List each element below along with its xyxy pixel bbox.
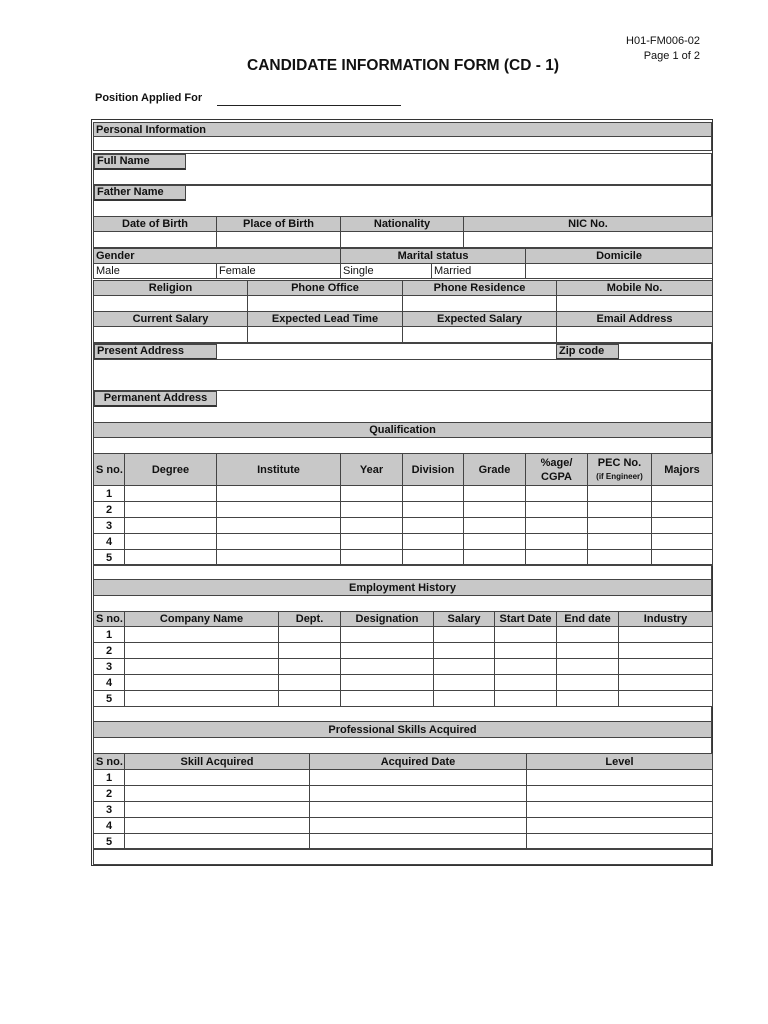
emp-cell[interactable] [557, 691, 619, 707]
emp-cell[interactable] [557, 627, 619, 643]
closing-table [93, 848, 712, 865]
domicile-header: Domicile [526, 249, 713, 264]
emp-header-designation: Designation [341, 612, 434, 627]
skills-cell[interactable] [527, 818, 713, 834]
qual-cell[interactable] [125, 518, 217, 534]
qual-cell[interactable] [652, 486, 713, 502]
qualification-title-table [93, 422, 712, 454]
skills-cell[interactable] [310, 802, 527, 818]
emp-header-end-date: End date [557, 612, 619, 627]
permanent-address-table [93, 390, 712, 423]
emp-cell[interactable] [279, 691, 341, 707]
full-name-block [93, 153, 712, 186]
emp-cell[interactable] [279, 627, 341, 643]
emp-cell[interactable] [279, 675, 341, 691]
permanent-address-label: Permanent Address [94, 391, 217, 407]
qual-cell[interactable] [464, 534, 526, 550]
religion-table [93, 280, 713, 312]
emp-row-number: 1 [94, 627, 125, 643]
expected-lead-time-header: Expected Lead Time [248, 312, 403, 327]
employment-title-table [93, 564, 712, 612]
qual-cell[interactable] [588, 486, 652, 502]
emp-cell[interactable] [434, 659, 495, 675]
qual-header-cgpa: CGPA [541, 470, 572, 483]
skills-row-number: 1 [94, 770, 125, 786]
qual-row-number: 1 [94, 486, 125, 502]
qual-header-year: Year [341, 454, 403, 486]
blank-row [94, 849, 712, 865]
religion-header: Religion [94, 281, 248, 296]
section-title-employment-history: Employment History [94, 580, 712, 596]
blank-row [94, 596, 712, 612]
qual-cell[interactable] [464, 502, 526, 518]
present-address-table [93, 343, 712, 391]
emp-row-number: 5 [94, 691, 125, 707]
date-of-birth-header: Date of Birth [94, 217, 217, 232]
email-address-field[interactable] [557, 327, 713, 343]
emp-cell[interactable] [434, 627, 495, 643]
qual-cell[interactable] [341, 518, 403, 534]
blank-row [94, 438, 712, 454]
emp-cell[interactable] [434, 691, 495, 707]
father-name-field[interactable] [94, 185, 712, 217]
emp-cell[interactable] [125, 643, 279, 659]
qual-cell[interactable] [341, 502, 403, 518]
qual-row-number: 2 [94, 502, 125, 518]
skills-cell[interactable] [125, 786, 310, 802]
phone-residence-header: Phone Residence [403, 281, 557, 296]
emp-cell[interactable] [341, 643, 434, 659]
email-address-header: Email Address [557, 312, 713, 327]
present-address-label: Present Address [94, 344, 217, 360]
qual-cell[interactable] [125, 486, 217, 502]
skills-header-sno: S no. [94, 754, 125, 770]
skills-header-acquired-date: Acquired Date [310, 754, 527, 770]
section-title-professional-skills: Professional Skills Acquired [94, 722, 712, 738]
emp-cell[interactable] [125, 659, 279, 675]
phone-office-header: Phone Office [248, 281, 403, 296]
emp-cell[interactable] [495, 643, 557, 659]
qual-header-sno: S no. [94, 454, 125, 486]
mobile-no-field[interactable] [557, 296, 713, 312]
expected-salary-field[interactable] [403, 327, 557, 343]
qual-cell[interactable] [526, 502, 588, 518]
present-address-label-row [94, 344, 712, 360]
emp-cell[interactable] [125, 627, 279, 643]
qual-header-pec-note: (if Engineer) [596, 471, 643, 481]
domicile-field[interactable] [526, 264, 713, 279]
qual-header-majors: Majors [652, 454, 713, 486]
emp-cell[interactable] [341, 627, 434, 643]
emp-cell[interactable] [495, 627, 557, 643]
expected-lead-time-field[interactable] [248, 327, 403, 343]
qual-row-number: 5 [94, 550, 125, 566]
qual-cell[interactable] [217, 502, 341, 518]
full-name-label: Full Name [94, 154, 186, 170]
skills-cell[interactable] [527, 802, 713, 818]
emp-header-sno: S no. [94, 612, 125, 627]
document-code: H01-FM006-02 [626, 35, 700, 47]
salary-table [93, 311, 713, 343]
qual-cell[interactable] [464, 518, 526, 534]
present-address-field[interactable] [94, 360, 712, 391]
qual-header-institute: Institute [217, 454, 341, 486]
personal-info-header [93, 122, 712, 151]
permanent-address-field[interactable] [94, 391, 712, 423]
position-applied-field[interactable] [217, 105, 401, 106]
gender-option-female[interactable]: Female [217, 264, 341, 279]
phone-office-field[interactable] [248, 296, 403, 312]
emp-cell[interactable] [557, 675, 619, 691]
qual-row-number: 4 [94, 534, 125, 550]
marital-option-married[interactable]: Married [432, 264, 526, 279]
qual-cell[interactable] [403, 518, 464, 534]
zip-code-label: Zip code [556, 344, 619, 360]
current-salary-field[interactable] [94, 327, 248, 343]
skills-cell[interactable] [310, 818, 527, 834]
father-name-block [93, 184, 712, 217]
skills-title-table [93, 706, 712, 754]
skills-cell[interactable] [310, 786, 527, 802]
expected-salary-header: Expected Salary [403, 312, 557, 327]
emp-cell[interactable] [495, 675, 557, 691]
skills-cell[interactable] [125, 818, 310, 834]
emp-cell[interactable] [434, 643, 495, 659]
skills-row-number: 4 [94, 818, 125, 834]
emp-cell[interactable] [495, 659, 557, 675]
qual-cell[interactable] [464, 486, 526, 502]
qual-header-percentage: %age/ [540, 456, 573, 469]
emp-cell[interactable] [434, 675, 495, 691]
qual-cell[interactable] [526, 518, 588, 534]
emp-cell[interactable] [279, 643, 341, 659]
section-title-qualification: Qualification [94, 423, 712, 438]
emp-cell[interactable] [619, 659, 713, 675]
emp-header-salary: Salary [434, 612, 495, 627]
mobile-no-header: Mobile No. [557, 281, 713, 296]
emp-cell[interactable] [125, 691, 279, 707]
position-applied-label: Position Applied For [95, 92, 203, 104]
emp-cell[interactable] [619, 627, 713, 643]
emp-cell[interactable] [341, 691, 434, 707]
blank-row [94, 137, 712, 151]
emp-cell[interactable] [341, 659, 434, 675]
skills-cell[interactable] [125, 802, 310, 818]
qual-cell[interactable] [588, 518, 652, 534]
qual-cell[interactable] [403, 502, 464, 518]
qual-header-pec-label: PEC No. [597, 456, 642, 469]
gender-table [93, 248, 713, 279]
emp-cell[interactable] [341, 675, 434, 691]
skills-cell[interactable] [125, 770, 310, 786]
qual-cell[interactable] [125, 534, 217, 550]
qual-cell[interactable] [403, 534, 464, 550]
skills-cell[interactable] [527, 770, 713, 786]
qual-cell[interactable] [341, 486, 403, 502]
form-title: CANDIDATE INFORMATION FORM (CD - 1) [247, 57, 559, 74]
emp-header-start-date: Start Date [495, 612, 557, 627]
emp-row-number: 3 [94, 659, 125, 675]
emp-cell[interactable] [619, 675, 713, 691]
gender-option-male[interactable]: Male [94, 264, 217, 279]
skills-table [93, 753, 713, 850]
qual-cell[interactable] [526, 486, 588, 502]
place-of-birth-header: Place of Birth [217, 217, 341, 232]
qual-cell[interactable] [125, 502, 217, 518]
blank-row [94, 738, 712, 754]
emp-header-industry: Industry [619, 612, 713, 627]
emp-header-dept: Dept. [279, 612, 341, 627]
qual-cell[interactable] [588, 534, 652, 550]
place-of-birth-field[interactable] [217, 232, 341, 248]
page-number: Page 1 of 2 [643, 50, 700, 62]
religion-field[interactable] [94, 296, 248, 312]
current-salary-header: Current Salary [94, 312, 248, 327]
nationality-header: Nationality [341, 217, 464, 232]
father-name-label: Father Name [94, 185, 186, 201]
qual-header-division: Division [403, 454, 464, 486]
emp-cell[interactable] [279, 659, 341, 675]
date-of-birth-field[interactable] [94, 232, 217, 248]
qual-header-grade: Grade [464, 454, 526, 486]
emp-row-number: 2 [94, 643, 125, 659]
skills-row-number: 2 [94, 786, 125, 802]
skills-header-level: Level [527, 754, 713, 770]
qualification-table [93, 453, 713, 566]
blank-row [94, 565, 712, 580]
employment-table [93, 611, 713, 707]
qual-cell[interactable] [217, 518, 341, 534]
qual-header-pec-no [588, 454, 652, 486]
nic-no-header: NIC No. [464, 217, 713, 232]
gender-header: Gender [94, 249, 341, 264]
emp-cell[interactable] [557, 643, 619, 659]
emp-header-company-name: Company Name [125, 612, 279, 627]
qual-cell[interactable] [217, 534, 341, 550]
qual-cell[interactable] [652, 518, 713, 534]
marital-option-single[interactable]: Single [341, 264, 432, 279]
emp-cell[interactable] [557, 659, 619, 675]
qual-cell[interactable] [341, 534, 403, 550]
qual-cell[interactable] [526, 534, 588, 550]
emp-cell[interactable] [619, 691, 713, 707]
qual-cell[interactable] [588, 502, 652, 518]
skills-cell[interactable] [527, 786, 713, 802]
section-title-personal-information: Personal Information [94, 123, 712, 137]
emp-cell[interactable] [495, 691, 557, 707]
emp-cell[interactable] [125, 675, 279, 691]
full-name-field[interactable] [94, 154, 712, 186]
skills-row-number: 3 [94, 802, 125, 818]
qual-header-degree: Degree [125, 454, 217, 486]
nationality-field[interactable] [341, 232, 464, 248]
qual-header-percentage-cgpa [526, 454, 588, 486]
skills-cell[interactable] [310, 770, 527, 786]
emp-row-number: 4 [94, 675, 125, 691]
skills-row-number: 5 [94, 834, 125, 850]
qual-cell[interactable] [217, 486, 341, 502]
emp-cell[interactable] [619, 643, 713, 659]
phone-residence-field[interactable] [403, 296, 557, 312]
blank-row [94, 707, 712, 722]
qual-cell[interactable] [652, 534, 713, 550]
marital-status-header: Marital status [341, 249, 526, 264]
qual-row-number: 3 [94, 518, 125, 534]
qual-cell[interactable] [652, 502, 713, 518]
nic-no-field[interactable] [464, 232, 713, 248]
qual-cell[interactable] [403, 486, 464, 502]
skills-header-skill-acquired: Skill Acquired [125, 754, 310, 770]
dob-table [93, 216, 713, 248]
